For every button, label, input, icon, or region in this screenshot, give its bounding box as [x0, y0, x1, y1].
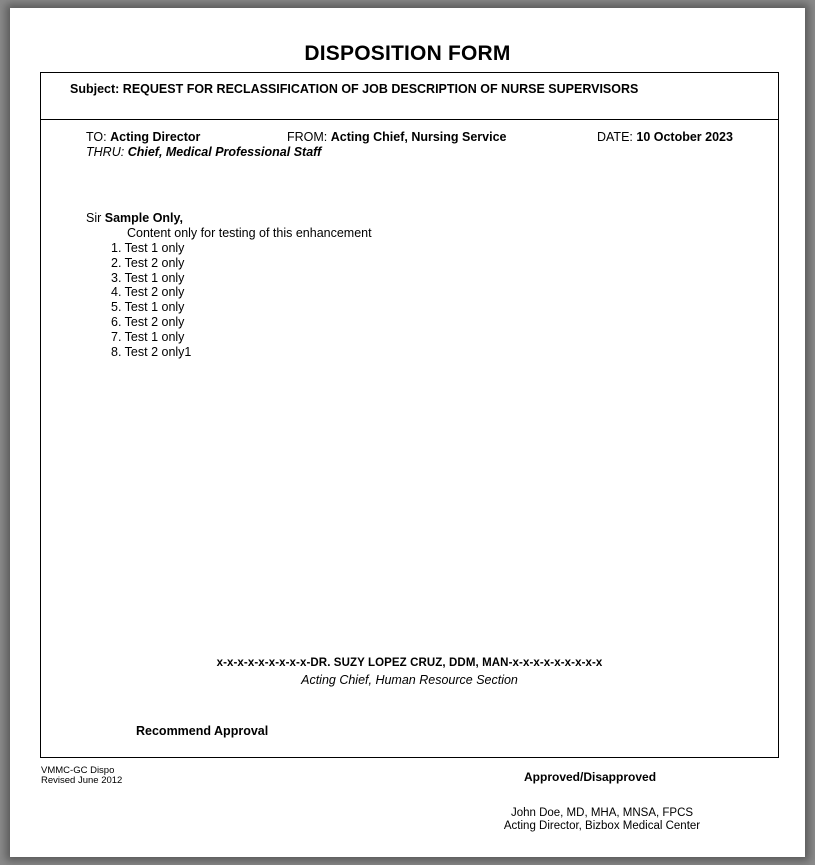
date-value: 10 October 2023 — [636, 130, 733, 144]
from-value: Acting Chief, Nursing Service — [330, 130, 507, 144]
body-intro: Content only for testing of this enhancement — [127, 226, 372, 240]
list-item: 5. Test 1 only — [111, 300, 185, 315]
salutation-prefix: Sir — [86, 211, 102, 225]
form-code — [41, 766, 122, 786]
document-page — [10, 8, 805, 857]
approver-name: John Doe, MD, MHA, MNSA, FPCS — [510, 807, 694, 819]
date-label: DATE: — [597, 130, 633, 144]
list-item: 2. Test 2 only — [111, 255, 185, 270]
subject-label: Subject: — [70, 82, 120, 96]
form-revised: Revised June 2012 — [41, 775, 123, 786]
approver-title: Acting Director, Bizbox Medical Center — [503, 820, 701, 832]
subject-line — [70, 83, 710, 96]
recommendation: Recommend Approval — [136, 724, 269, 738]
salutation-name: Sample Only, — [104, 211, 184, 225]
approval-status: Approved/Disapproved — [524, 770, 657, 784]
list-item: 8. Test 2 only1 — [111, 344, 192, 359]
subject-box — [41, 73, 778, 120]
to-value: Acting Director — [110, 130, 201, 144]
salutation — [86, 211, 183, 225]
list-item: 3. Test 1 only — [111, 270, 185, 285]
list-item: 6. Test 2 only — [111, 314, 185, 329]
to-field — [86, 130, 200, 144]
date-field — [597, 130, 733, 144]
form-frame — [40, 72, 779, 758]
to-label: TO: — [86, 130, 107, 144]
subject-text: REQUEST FOR RECLASSIFICATION OF JOB DESCRIPTION OF NURSE SUPERVISORS — [122, 82, 639, 96]
list-item: 4. Test 2 only — [111, 285, 185, 300]
list-item: 1. Test 1 only — [111, 241, 185, 255]
signatory-title: Acting Chief, Human Resource Section — [301, 673, 518, 687]
body-list — [111, 241, 191, 359]
list-item: 7. Test 1 only — [111, 329, 185, 344]
approver-block — [472, 807, 732, 833]
signatory-name: x-x-x-x-x-x-x-x-x-DR. SUZY LOPEZ CRUZ, DDM, MAN-x-x-x-x-x-x-x-x-x — [216, 657, 603, 669]
thru-field — [86, 145, 321, 159]
thru-value: Chief, Medical Professional Staff — [127, 145, 322, 159]
from-field — [287, 130, 507, 144]
form-code-id: VMMC-GC Dispo — [41, 765, 115, 776]
from-label: FROM: — [287, 130, 328, 144]
thru-label: THRU: — [86, 145, 125, 159]
form-title: DISPOSITION FORM — [304, 42, 511, 65]
